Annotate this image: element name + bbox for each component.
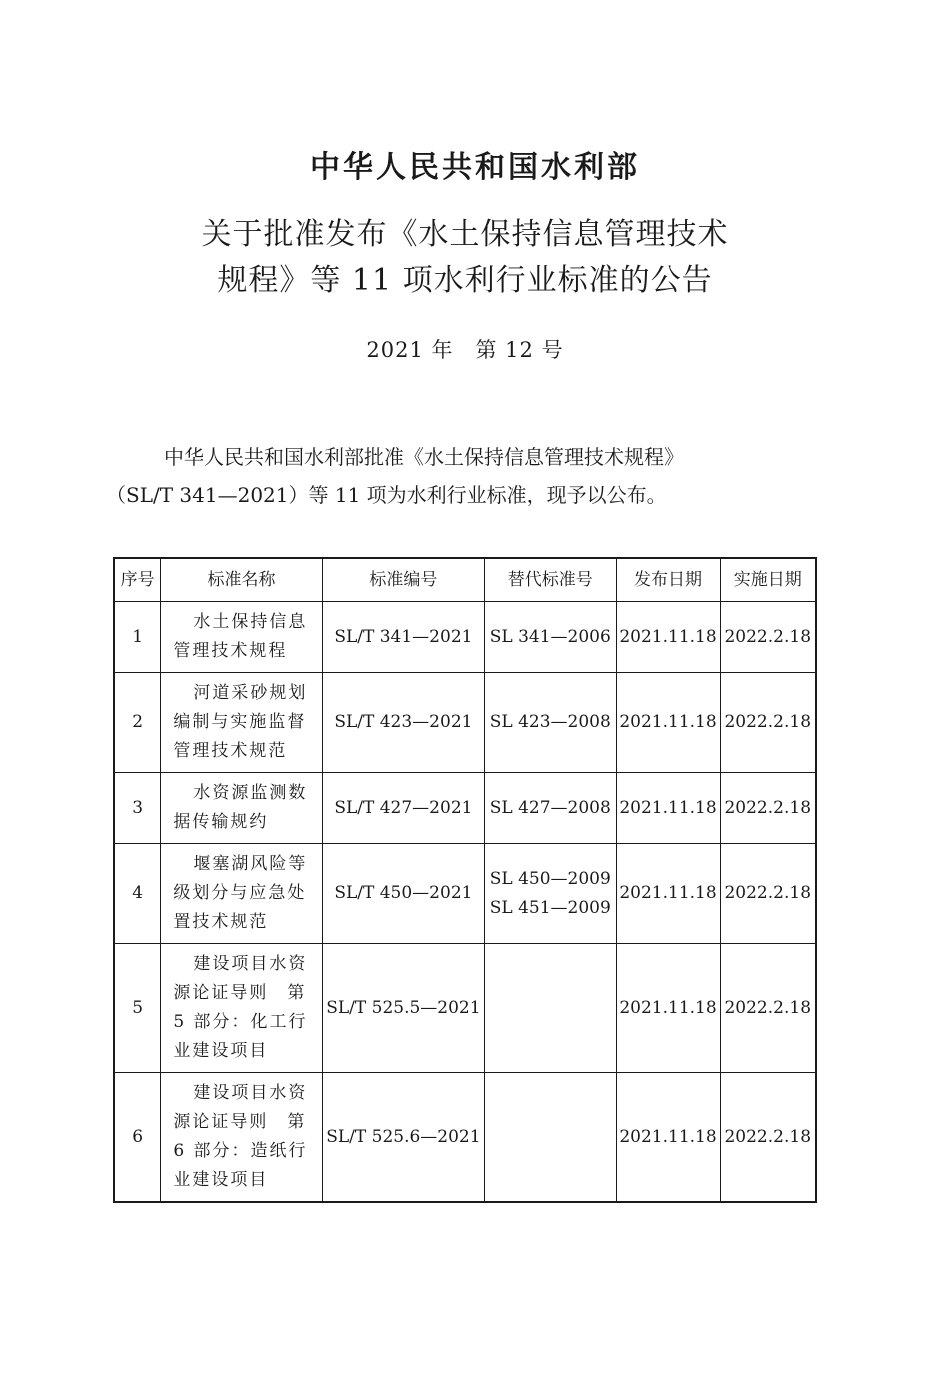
body-line-1: 中华人民共和国水利部批准《水土保持信息管理技术规程》 <box>164 445 684 469</box>
announcement-body <box>106 438 832 514</box>
cell-effective: 2022.2.18 <box>720 602 816 673</box>
table-row <box>114 944 816 1073</box>
cell-name <box>161 944 322 1073</box>
cell-effective: 2022.2.18 <box>720 673 816 773</box>
cell-name <box>161 844 322 944</box>
table-row <box>114 602 816 673</box>
cell-seq: 5 <box>114 944 161 1073</box>
header-replaces: 替代标准号 <box>485 558 616 602</box>
cell-code: SL/T 423—2021 <box>322 673 484 773</box>
cell-name <box>161 773 322 844</box>
standard-name: 水资源监测数据传输规约 <box>173 783 308 832</box>
cell-issued: 2021.11.18 <box>616 844 720 944</box>
standard-name: 水土保持信息管理技术规程 <box>173 612 308 661</box>
table-row <box>114 773 816 844</box>
cell-effective: 2022.2.18 <box>720 844 816 944</box>
cell-code: SL/T 427—2021 <box>322 773 484 844</box>
standard-name: 河道采砂规划编制与实施监督管理技术规范 <box>173 683 308 761</box>
table-row <box>114 1073 816 1203</box>
announcement-title <box>0 212 930 304</box>
header-seq: 序号 <box>114 558 161 602</box>
cell-effective: 2022.2.18 <box>720 944 816 1073</box>
header-name: 标准名称 <box>161 558 322 602</box>
header-effective: 实施日期 <box>720 558 816 602</box>
title-line-1: 关于批准发布《水土保持信息管理技术 <box>201 217 729 252</box>
standard-name: 堰塞湖风险等级划分与应急处置技术规范 <box>173 854 308 932</box>
cell-issued: 2021.11.18 <box>616 944 720 1073</box>
cell-seq: 6 <box>114 1073 161 1203</box>
issuer-name: 中华人民共和国水利部 <box>310 150 640 185</box>
header-code: 标准编号 <box>322 558 484 602</box>
standard-name: 建设项目水资源论证导则 第 6 部分：造纸行业建设项目 <box>173 1083 308 1190</box>
replaced-standard: SL 451—2009 <box>489 897 611 918</box>
cell-effective: 2022.2.18 <box>720 773 816 844</box>
cell-replaces: SL 423—2008 <box>485 673 616 773</box>
title-line-2: 规程》等 11 项水利行业标准的公告 <box>217 263 713 298</box>
table-header-row <box>114 558 816 602</box>
cell-code: SL/T 341—2021 <box>322 602 484 673</box>
cell-issued: 2021.11.18 <box>616 1073 720 1203</box>
body-line-2: （SL/T 341—2021）等 11 项为水利行业标准，现予以公布。 <box>106 483 667 507</box>
standard-name: 建设项目水资源论证导则 第 5 部分：化工行业建设项目 <box>173 954 308 1061</box>
cell-seq: 2 <box>114 673 161 773</box>
replaced-standard: SL 450—2009 <box>489 868 611 889</box>
cell-issued: 2021.11.18 <box>616 602 720 673</box>
cell-name <box>161 602 322 673</box>
cell-code: SL/T 525.6—2021 <box>322 1073 484 1203</box>
cell-replaces <box>485 844 616 944</box>
table-row <box>114 844 816 944</box>
cell-seq: 1 <box>114 602 161 673</box>
cell-name <box>161 1073 322 1203</box>
cell-code: SL/T 450—2021 <box>322 844 484 944</box>
document-number: 2021 年 第 12 号 <box>366 338 564 362</box>
cell-replaces <box>485 944 616 1073</box>
cell-seq: 4 <box>114 844 161 944</box>
table-row <box>114 673 816 773</box>
cell-issued: 2021.11.18 <box>616 773 720 844</box>
cell-issued: 2021.11.18 <box>616 673 720 773</box>
standards-table <box>113 557 817 1203</box>
cell-replaces: SL 341—2006 <box>485 602 616 673</box>
header-issued: 发布日期 <box>616 558 720 602</box>
cell-name <box>161 673 322 773</box>
cell-effective: 2022.2.18 <box>720 1073 816 1203</box>
cell-replaces: SL 427—2008 <box>485 773 616 844</box>
cell-seq: 3 <box>114 773 161 844</box>
cell-replaces <box>485 1073 616 1203</box>
cell-code: SL/T 525.5—2021 <box>322 944 484 1073</box>
